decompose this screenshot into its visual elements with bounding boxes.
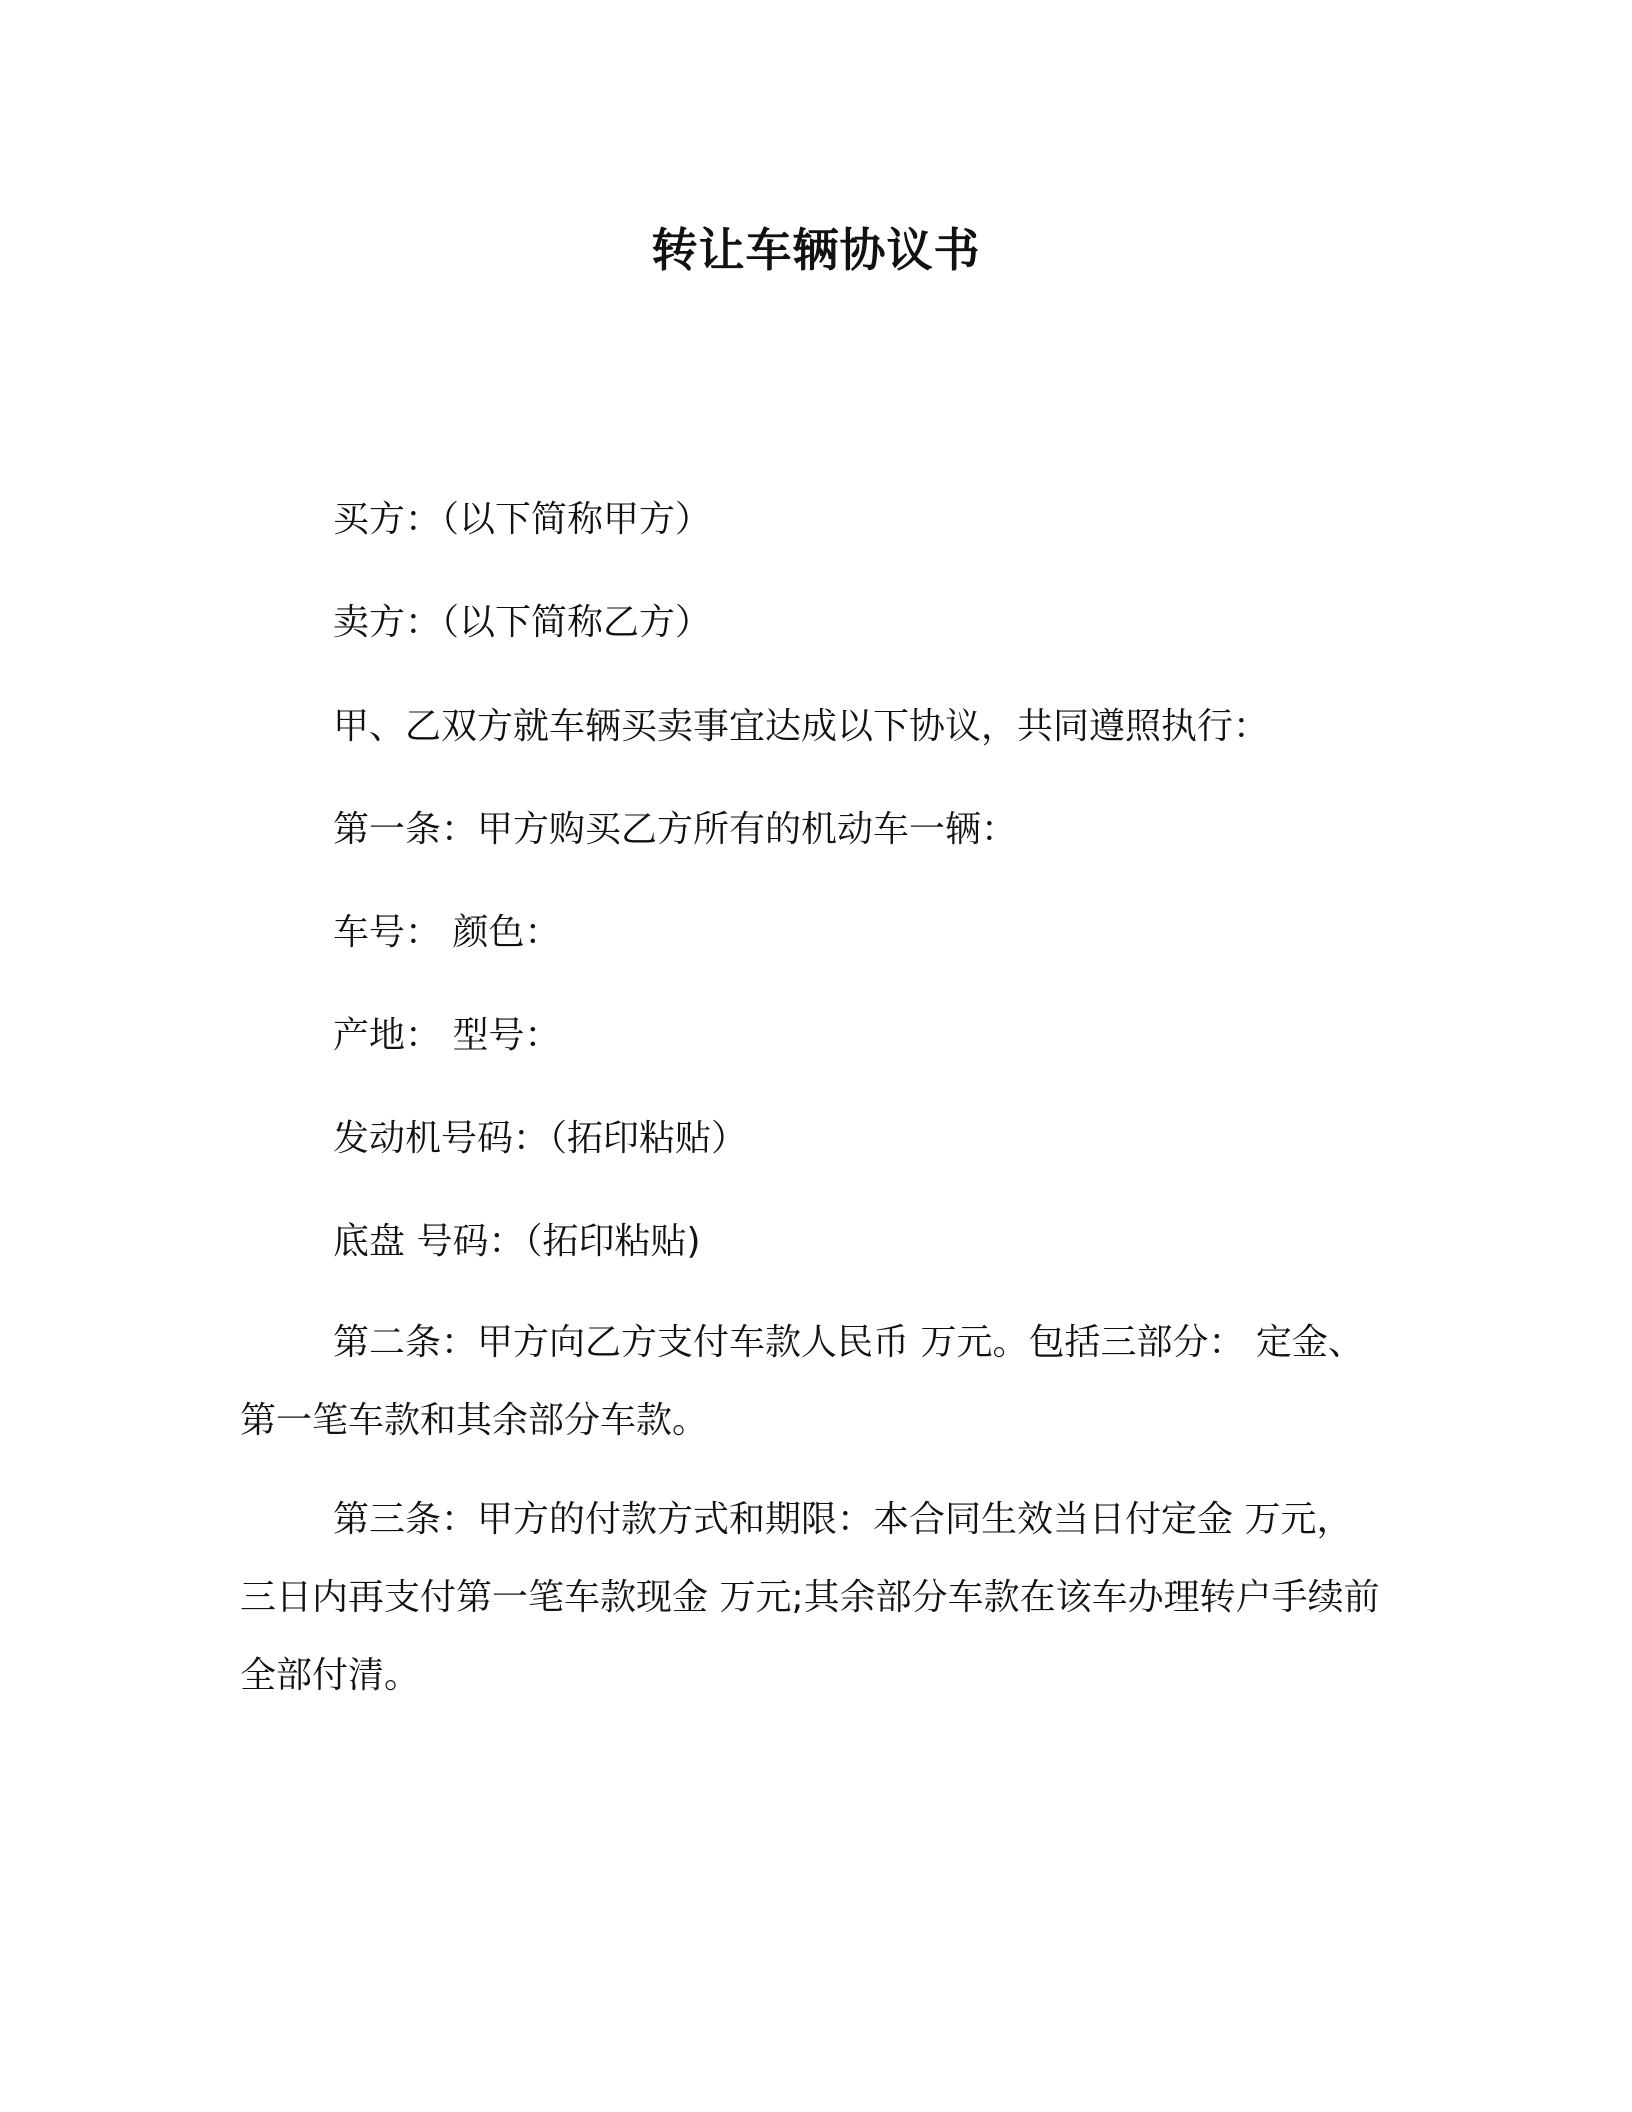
article-1-line: 第一条：甲方购买乙方所有的机动车一辆： bbox=[333, 809, 1018, 850]
document-title: 转让车辆协议书 bbox=[651, 223, 981, 277]
chassis-number-line: 底盘 号码：（拓印粘贴) bbox=[333, 1221, 701, 1262]
buyer-line: 买方：（以下简称甲方） bbox=[333, 499, 712, 540]
origin-model-line: 产地： 型号： bbox=[333, 1015, 561, 1056]
article-3-paragraph: 第三条：甲方的付款方式和期限：本合同生效当日付定金 万元，三日内再支付第一笔车款现金 万元;其余部分车款在该车办理转户手续前全部付清。 bbox=[240, 1499, 1380, 1696]
article-2-paragraph: 第二条：甲方向乙方支付车款人民币 万元。包括三部分： 定金、第一笔车款和其余部分车款。 bbox=[240, 1322, 1364, 1441]
agreement-intro-line: 甲、乙双方就车辆买卖事宜达成以下协议，共同遵照执行： bbox=[333, 706, 1270, 747]
plate-color-line: 车号： 颜色： bbox=[333, 912, 561, 953]
seller-line: 卖方：（以下简称乙方） bbox=[333, 602, 712, 643]
engine-number-line: 发动机号码：（拓印粘贴） bbox=[333, 1118, 748, 1159]
